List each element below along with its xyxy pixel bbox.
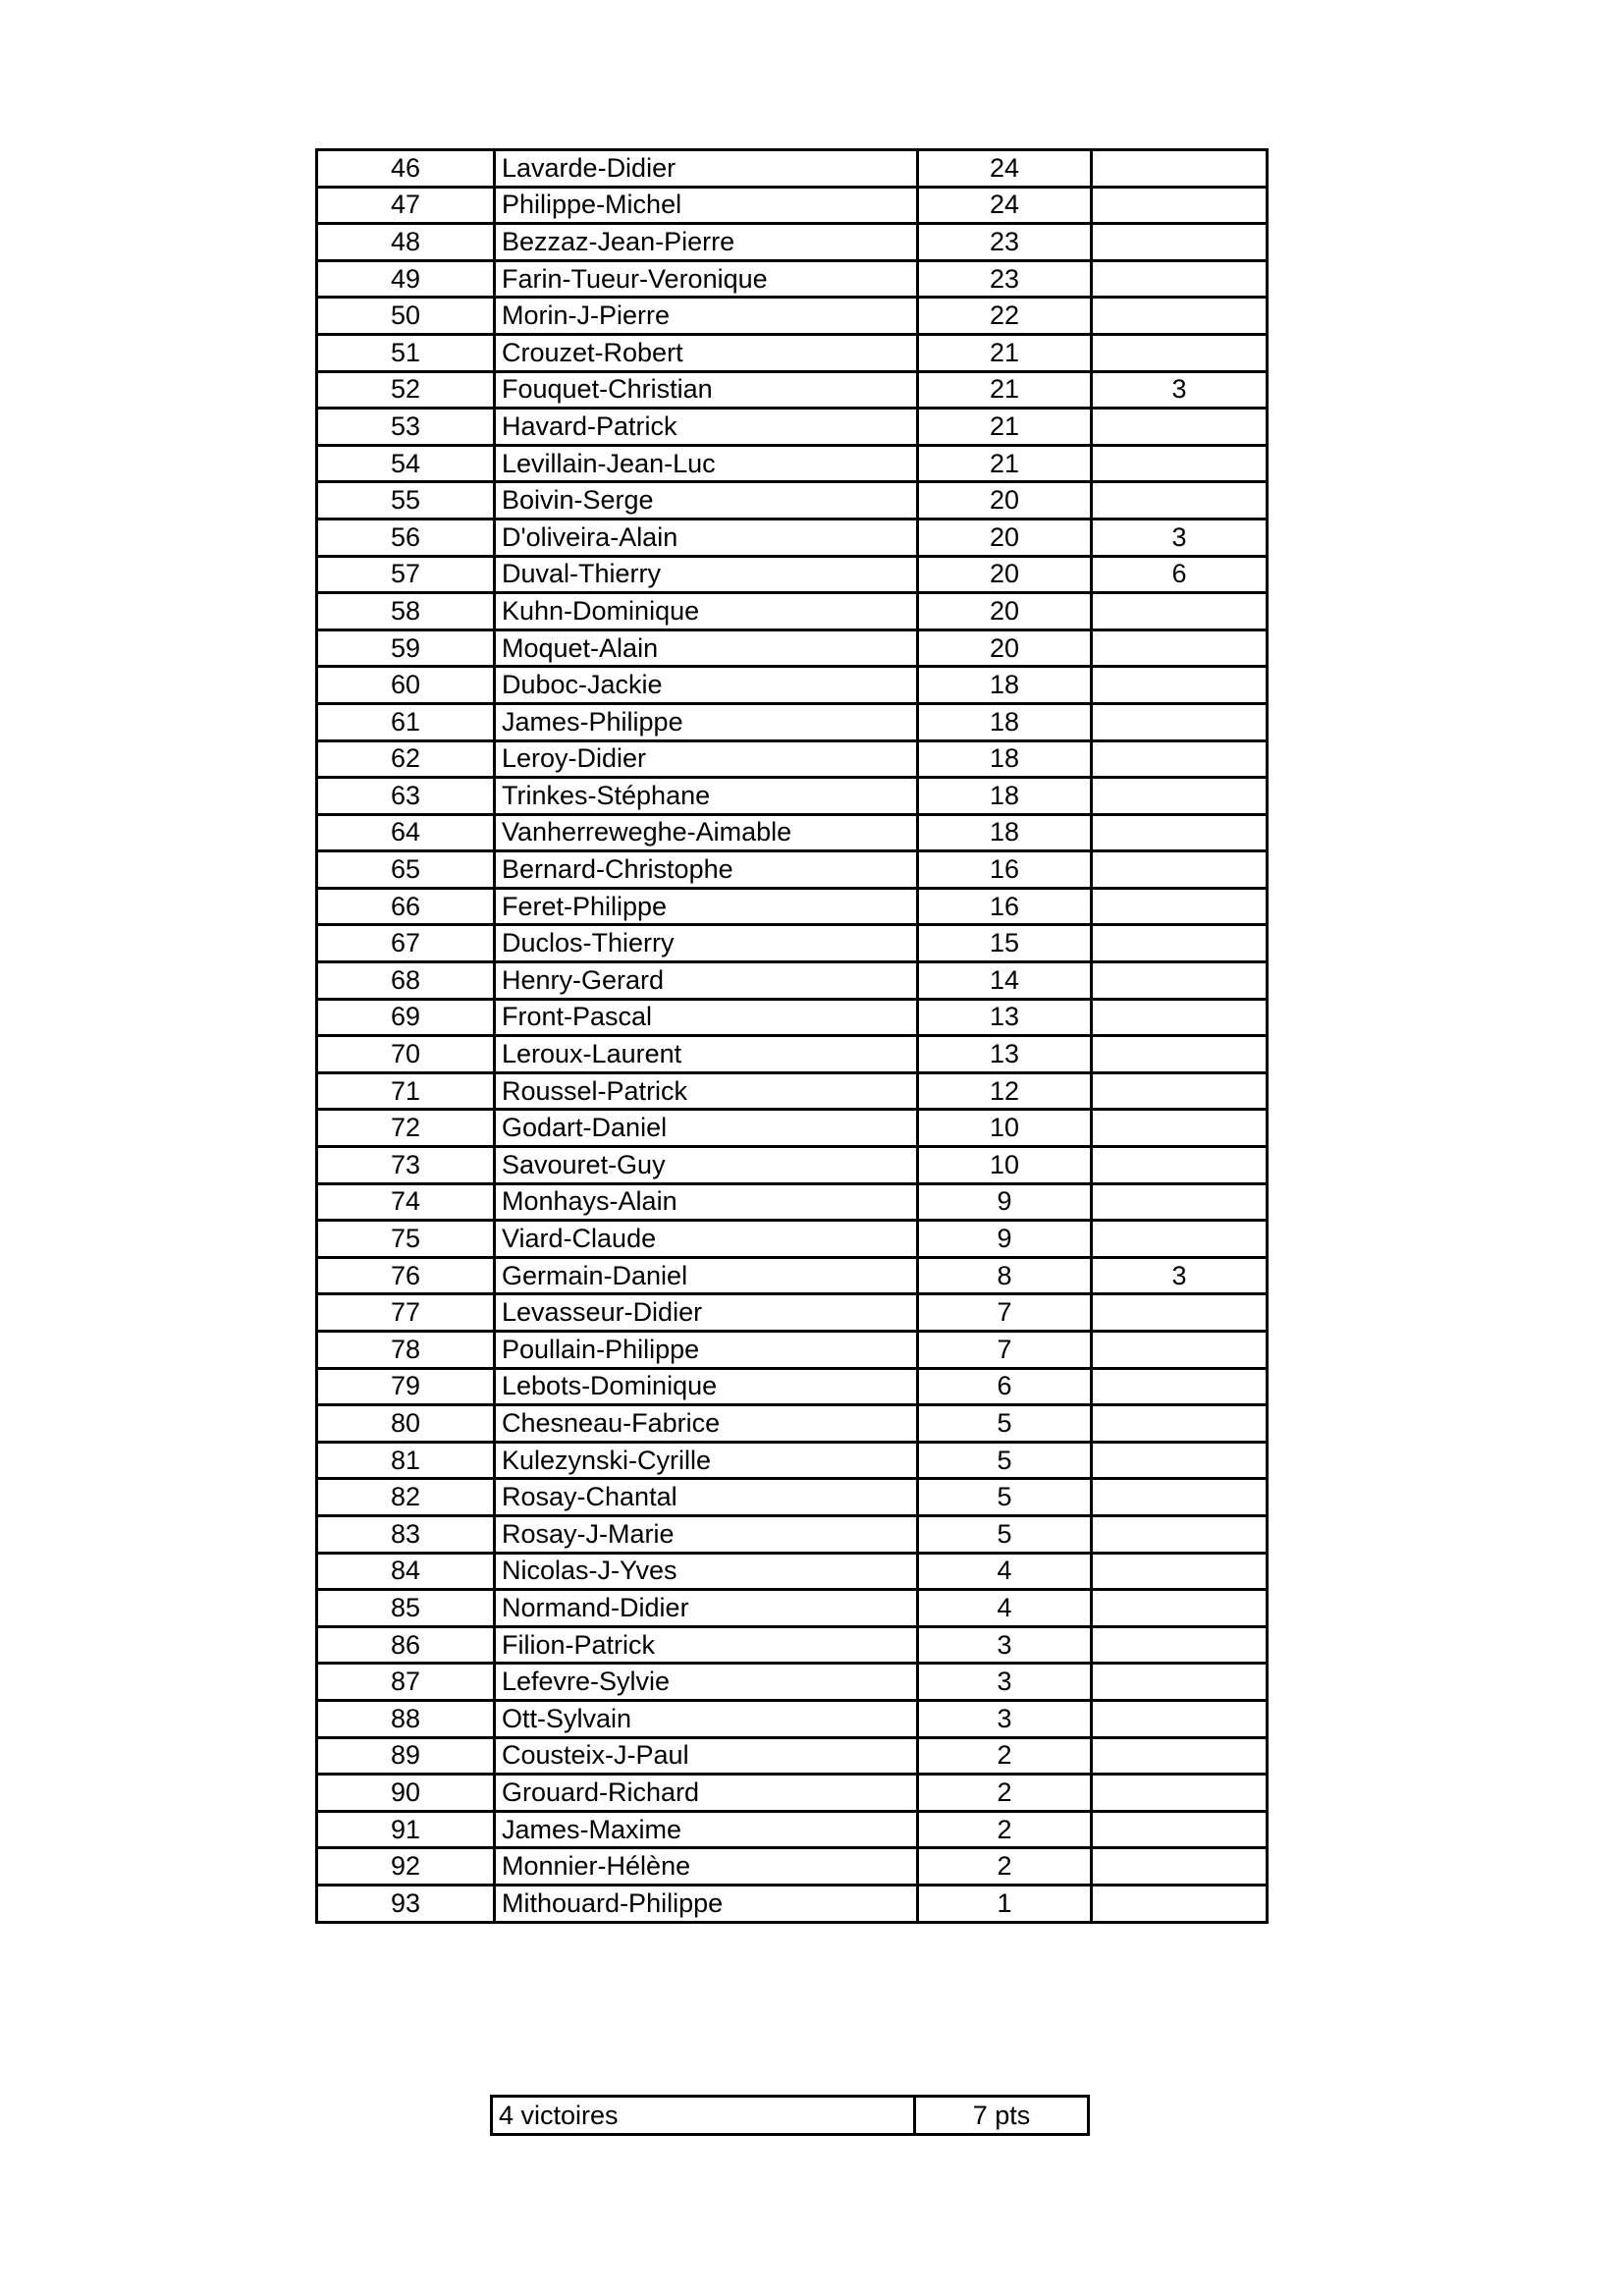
rank-cell: 69 [317, 999, 495, 1036]
table-row [317, 298, 1268, 335]
bonus-cell [1092, 629, 1268, 667]
table-row [317, 667, 1268, 704]
player-name-cell: Grouard-Richard [495, 1775, 918, 1812]
player-name-cell: Nicolas-J-Yves [495, 1553, 918, 1590]
bonus-cell [1092, 962, 1268, 1000]
points-cell: 5 [918, 1515, 1092, 1553]
table-row [317, 519, 1268, 556]
rank-cell: 51 [317, 334, 495, 371]
bonus-cell [1092, 925, 1268, 962]
rank-cell: 86 [317, 1626, 495, 1664]
player-name-cell: Duboc-Jackie [495, 667, 918, 704]
bonus-cell: 3 [1092, 1257, 1268, 1294]
points-cell: 3 [918, 1626, 1092, 1664]
rank-cell: 82 [317, 1479, 495, 1516]
points-cell: 2 [918, 1775, 1092, 1812]
player-name-cell: Duval-Thierry [495, 556, 918, 593]
rank-cell: 47 [317, 187, 495, 224]
legend-table [490, 2095, 1090, 2136]
bonus-cell [1092, 1294, 1268, 1332]
rank-cell: 60 [317, 667, 495, 704]
table-row [317, 1590, 1268, 1627]
table-row [317, 1553, 1268, 1590]
bonus-cell [1092, 298, 1268, 335]
player-name-cell: James-Philippe [495, 703, 918, 740]
points-cell: 18 [918, 667, 1092, 704]
table-row [317, 1294, 1268, 1332]
table-row [317, 260, 1268, 298]
bonus-cell [1092, 1183, 1268, 1221]
points-cell: 23 [918, 224, 1092, 261]
table-row [317, 150, 1268, 188]
player-name-cell: Lebots-Dominique [495, 1368, 918, 1405]
bonus-cell [1092, 187, 1268, 224]
bonus-cell [1092, 1110, 1268, 1147]
rank-cell: 62 [317, 740, 495, 778]
table-row [317, 556, 1268, 593]
table-row [317, 1515, 1268, 1553]
table-row [317, 224, 1268, 261]
player-name-cell: Ott-Sylvain [495, 1700, 918, 1737]
points-cell: 16 [918, 888, 1092, 925]
table-row [317, 1664, 1268, 1701]
table-row [317, 1626, 1268, 1664]
bonus-cell [1092, 150, 1268, 188]
points-cell: 24 [918, 150, 1092, 188]
rank-cell: 48 [317, 224, 495, 261]
points-cell: 20 [918, 556, 1092, 593]
bonus-cell [1092, 1590, 1268, 1627]
points-cell: 8 [918, 1257, 1092, 1294]
player-name-cell: Front-Pascal [495, 999, 918, 1036]
points-cell: 21 [918, 334, 1092, 371]
table-row [317, 1183, 1268, 1221]
player-name-cell: Levillain-Jean-Luc [495, 445, 918, 482]
points-cell: 13 [918, 999, 1092, 1036]
rank-cell: 68 [317, 962, 495, 1000]
bonus-cell [1092, 1368, 1268, 1405]
table-row [317, 409, 1268, 446]
rank-cell: 92 [317, 1848, 495, 1886]
table-row [317, 1885, 1268, 1922]
rank-cell: 59 [317, 629, 495, 667]
table-row [317, 1072, 1268, 1110]
points-cell: 9 [918, 1183, 1092, 1221]
points-cell: 2 [918, 1737, 1092, 1775]
table-row [317, 925, 1268, 962]
rank-cell: 91 [317, 1811, 495, 1848]
player-name-cell: Moquet-Alain [495, 629, 918, 667]
player-name-cell: Levasseur-Didier [495, 1294, 918, 1332]
player-name-cell: Viard-Claude [495, 1221, 918, 1258]
player-name-cell: Rosay-J-Marie [495, 1515, 918, 1553]
points-cell: 20 [918, 519, 1092, 556]
points-cell: 20 [918, 593, 1092, 630]
bonus-cell: 6 [1092, 556, 1268, 593]
table-row [317, 445, 1268, 482]
table-row [317, 851, 1268, 889]
points-cell: 24 [918, 187, 1092, 224]
bonus-cell [1092, 1332, 1268, 1369]
rank-cell: 73 [317, 1147, 495, 1184]
points-cell: 3 [918, 1700, 1092, 1737]
rank-cell: 65 [317, 851, 495, 889]
table-row [317, 371, 1268, 409]
bonus-cell: 3 [1092, 371, 1268, 409]
rank-cell: 70 [317, 1036, 495, 1073]
bonus-cell [1092, 999, 1268, 1036]
player-name-cell: Bernard-Christophe [495, 851, 918, 889]
bonus-cell [1092, 1737, 1268, 1775]
rank-cell: 74 [317, 1183, 495, 1221]
points-cell: 23 [918, 260, 1092, 298]
player-name-cell: Filion-Patrick [495, 1626, 918, 1664]
bonus-cell [1092, 445, 1268, 482]
rank-cell: 89 [317, 1737, 495, 1775]
ranking-table [315, 148, 1269, 1924]
legend-value: 7 pts [915, 2097, 1089, 2135]
table-row [317, 1775, 1268, 1812]
table-row [317, 1368, 1268, 1405]
rank-cell: 83 [317, 1515, 495, 1553]
points-cell: 4 [918, 1553, 1092, 1590]
table-row [317, 814, 1268, 851]
rank-cell: 66 [317, 888, 495, 925]
points-cell: 6 [918, 1368, 1092, 1405]
player-name-cell: Rosay-Chantal [495, 1479, 918, 1516]
player-name-cell: Lefevre-Sylvie [495, 1664, 918, 1701]
points-cell: 18 [918, 740, 1092, 778]
rank-cell: 64 [317, 814, 495, 851]
rank-cell: 76 [317, 1257, 495, 1294]
points-cell: 20 [918, 482, 1092, 519]
points-cell: 18 [918, 778, 1092, 815]
points-cell: 5 [918, 1442, 1092, 1479]
table-row [317, 778, 1268, 815]
bonus-cell [1092, 482, 1268, 519]
bonus-cell [1092, 1072, 1268, 1110]
points-cell: 22 [918, 298, 1092, 335]
player-name-cell: Leroux-Laurent [495, 1036, 918, 1073]
points-cell: 10 [918, 1110, 1092, 1147]
bonus-cell [1092, 814, 1268, 851]
player-name-cell: Mithouard-Philippe [495, 1885, 918, 1922]
points-cell: 21 [918, 371, 1092, 409]
table-row [317, 1147, 1268, 1184]
rank-cell: 57 [317, 556, 495, 593]
bonus-cell [1092, 1848, 1268, 1886]
rank-cell: 67 [317, 925, 495, 962]
bonus-cell [1092, 1147, 1268, 1184]
bonus-cell [1092, 1515, 1268, 1553]
rank-cell: 84 [317, 1553, 495, 1590]
table-row [317, 187, 1268, 224]
rank-cell: 52 [317, 371, 495, 409]
points-cell: 15 [918, 925, 1092, 962]
player-name-cell: Morin-J-Pierre [495, 298, 918, 335]
rank-cell: 50 [317, 298, 495, 335]
rank-cell: 61 [317, 703, 495, 740]
points-cell: 1 [918, 1885, 1092, 1922]
player-name-cell: Crouzet-Robert [495, 334, 918, 371]
bonus-cell [1092, 1775, 1268, 1812]
points-cell: 7 [918, 1294, 1092, 1332]
rank-cell: 93 [317, 1885, 495, 1922]
player-name-cell: Germain-Daniel [495, 1257, 918, 1294]
rank-cell: 78 [317, 1332, 495, 1369]
player-name-cell: Fouquet-Christian [495, 371, 918, 409]
points-cell: 18 [918, 703, 1092, 740]
rank-cell: 71 [317, 1072, 495, 1110]
bonus-cell [1092, 224, 1268, 261]
table-row [317, 629, 1268, 667]
bonus-cell [1092, 1442, 1268, 1479]
rank-cell: 88 [317, 1700, 495, 1737]
table-row [317, 1110, 1268, 1147]
player-name-cell: Duclos-Thierry [495, 925, 918, 962]
bonus-cell [1092, 1664, 1268, 1701]
table-row [317, 1811, 1268, 1848]
bonus-cell [1092, 851, 1268, 889]
rank-cell: 58 [317, 593, 495, 630]
table-row [317, 1479, 1268, 1516]
bonus-cell [1092, 409, 1268, 446]
rank-cell: 72 [317, 1110, 495, 1147]
table-row [317, 482, 1268, 519]
points-cell: 13 [918, 1036, 1092, 1073]
player-name-cell: Henry-Gerard [495, 962, 918, 1000]
rank-cell: 75 [317, 1221, 495, 1258]
player-name-cell: Monhays-Alain [495, 1183, 918, 1221]
bonus-cell [1092, 1885, 1268, 1922]
bonus-cell [1092, 1036, 1268, 1073]
player-name-cell: Lavarde-Didier [495, 150, 918, 188]
points-cell: 10 [918, 1147, 1092, 1184]
rank-cell: 79 [317, 1368, 495, 1405]
points-cell: 14 [918, 962, 1092, 1000]
table-row [317, 888, 1268, 925]
table-row [317, 1405, 1268, 1443]
player-name-cell: Roussel-Patrick [495, 1072, 918, 1110]
bonus-cell [1092, 260, 1268, 298]
player-name-cell: Trinkes-Stéphane [495, 778, 918, 815]
rank-cell: 54 [317, 445, 495, 482]
points-cell: 21 [918, 409, 1092, 446]
points-cell: 21 [918, 445, 1092, 482]
player-name-cell: Farin-Tueur-Veronique [495, 260, 918, 298]
points-cell: 3 [918, 1664, 1092, 1701]
rank-cell: 55 [317, 482, 495, 519]
player-name-cell: D'oliveira-Alain [495, 519, 918, 556]
table-row [317, 1442, 1268, 1479]
points-cell: 5 [918, 1479, 1092, 1516]
rank-cell: 46 [317, 150, 495, 188]
points-cell: 9 [918, 1221, 1092, 1258]
points-cell: 18 [918, 814, 1092, 851]
bonus-cell: 3 [1092, 519, 1268, 556]
table-row [317, 593, 1268, 630]
table-row [317, 1848, 1268, 1886]
table-row [317, 740, 1268, 778]
points-cell: 16 [918, 851, 1092, 889]
table-row [317, 703, 1268, 740]
rank-cell: 63 [317, 778, 495, 815]
player-name-cell: Havard-Patrick [495, 409, 918, 446]
bonus-cell [1092, 888, 1268, 925]
table-row [317, 1036, 1268, 1073]
table-row [317, 1257, 1268, 1294]
player-name-cell: Boivin-Serge [495, 482, 918, 519]
bonus-cell [1092, 1811, 1268, 1848]
rank-cell: 90 [317, 1775, 495, 1812]
player-name-cell: James-Maxime [495, 1811, 918, 1848]
bonus-cell [1092, 703, 1268, 740]
table-row [317, 334, 1268, 371]
points-cell: 2 [918, 1811, 1092, 1848]
ranking-table-body [317, 150, 1268, 1923]
player-name-cell: Monnier-Hélène [495, 1848, 918, 1886]
bonus-cell [1092, 593, 1268, 630]
table-row [317, 1221, 1268, 1258]
rank-cell: 77 [317, 1294, 495, 1332]
bonus-cell [1092, 1700, 1268, 1737]
table-row [317, 962, 1268, 1000]
player-name-cell: Kuhn-Dominique [495, 593, 918, 630]
player-name-cell: Vanherreweghe-Aimable [495, 814, 918, 851]
player-name-cell: Chesneau-Fabrice [495, 1405, 918, 1443]
bonus-cell [1092, 740, 1268, 778]
player-name-cell: Philippe-Michel [495, 187, 918, 224]
legend-row [492, 2097, 1089, 2135]
bonus-cell [1092, 778, 1268, 815]
rank-cell: 81 [317, 1442, 495, 1479]
bonus-cell [1092, 1553, 1268, 1590]
points-cell: 20 [918, 629, 1092, 667]
points-cell: 5 [918, 1405, 1092, 1443]
legend-label: 4 victoires [492, 2097, 915, 2135]
table-row [317, 999, 1268, 1036]
player-name-cell: Feret-Philippe [495, 888, 918, 925]
player-name-cell: Savouret-Guy [495, 1147, 918, 1184]
bonus-cell [1092, 1405, 1268, 1443]
player-name-cell: Leroy-Didier [495, 740, 918, 778]
player-name-cell: Godart-Daniel [495, 1110, 918, 1147]
rank-cell: 80 [317, 1405, 495, 1443]
bonus-cell [1092, 1479, 1268, 1516]
rank-cell: 53 [317, 409, 495, 446]
table-row [317, 1700, 1268, 1737]
player-name-cell: Bezzaz-Jean-Pierre [495, 224, 918, 261]
player-name-cell: Cousteix-J-Paul [495, 1737, 918, 1775]
bonus-cell [1092, 1626, 1268, 1664]
points-cell: 2 [918, 1848, 1092, 1886]
player-name-cell: Kulezynski-Cyrille [495, 1442, 918, 1479]
points-cell: 12 [918, 1072, 1092, 1110]
table-row [317, 1737, 1268, 1775]
rank-cell: 85 [317, 1590, 495, 1627]
points-cell: 7 [918, 1332, 1092, 1369]
table-row [317, 1332, 1268, 1369]
points-cell: 4 [918, 1590, 1092, 1627]
player-name-cell: Poullain-Philippe [495, 1332, 918, 1369]
rank-cell: 87 [317, 1664, 495, 1701]
bonus-cell [1092, 667, 1268, 704]
bonus-cell [1092, 1221, 1268, 1258]
bonus-cell [1092, 334, 1268, 371]
player-name-cell: Normand-Didier [495, 1590, 918, 1627]
rank-cell: 56 [317, 519, 495, 556]
rank-cell: 49 [317, 260, 495, 298]
